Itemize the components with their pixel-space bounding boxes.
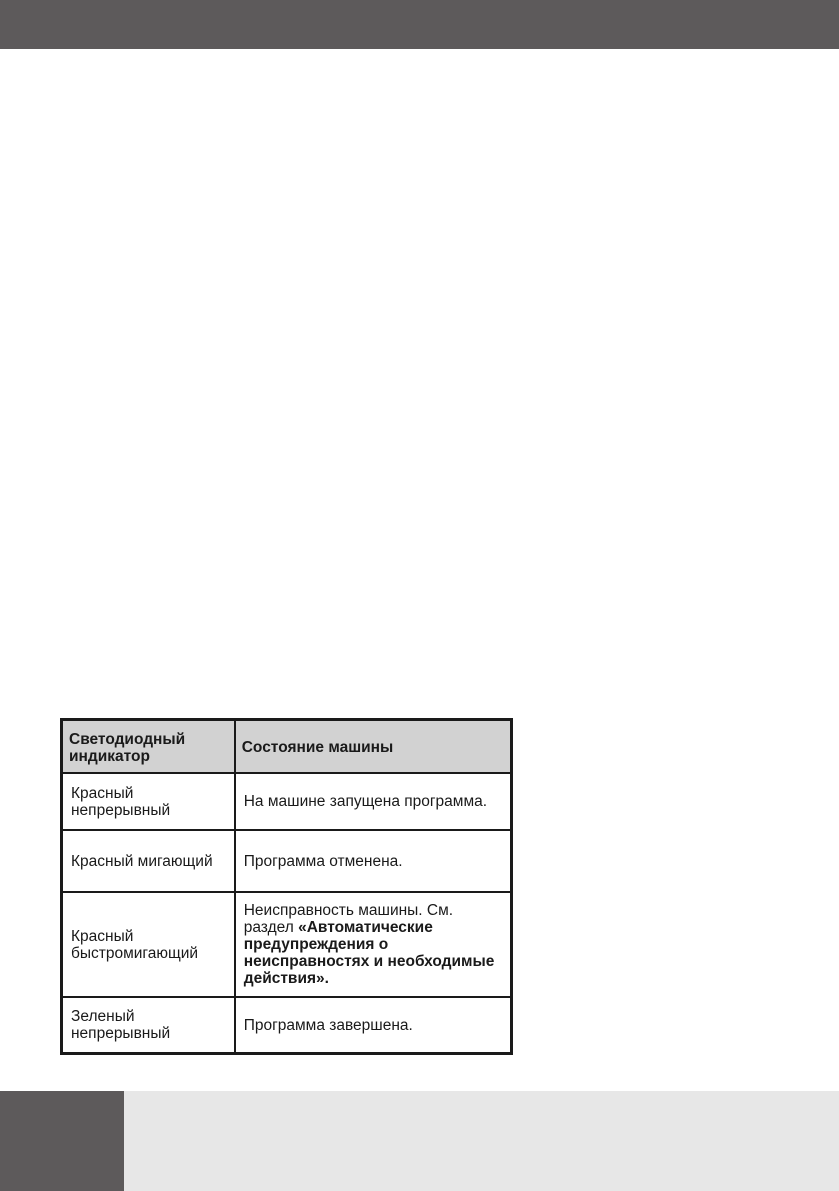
- state-cell: Программа завершена.: [235, 997, 512, 1054]
- led-cell: Красный непрерывный: [62, 773, 235, 830]
- section-reference: «Автоматические предупреждения о неисправностях и необходимые действия».: [243, 919, 495, 987]
- header-bar: [0, 0, 839, 49]
- led-cell: Красный мигающий: [62, 830, 235, 892]
- state-cell: [235, 892, 512, 997]
- table-row: [62, 997, 512, 1054]
- led-cell: Зеленый непрерывный: [62, 997, 235, 1054]
- table-row: [62, 773, 512, 830]
- table-row: [62, 830, 512, 892]
- state-cell: На машине запущена программа.: [235, 773, 512, 830]
- state-cell: Программа отменена.: [235, 830, 512, 892]
- table-header-row: [62, 720, 512, 774]
- led-status-table: [60, 718, 513, 1055]
- table-row: [62, 892, 512, 997]
- header-machine-state: Состояние машины: [235, 720, 512, 774]
- led-cell: Красный быстромигающий: [62, 892, 235, 997]
- footer-tab: [0, 1091, 124, 1191]
- footer-band: [0, 1091, 839, 1191]
- state-text: Неисправность машины. См. раздел: [243, 902, 454, 936]
- header-led-indicator: Светодиодный индикатор: [62, 720, 235, 774]
